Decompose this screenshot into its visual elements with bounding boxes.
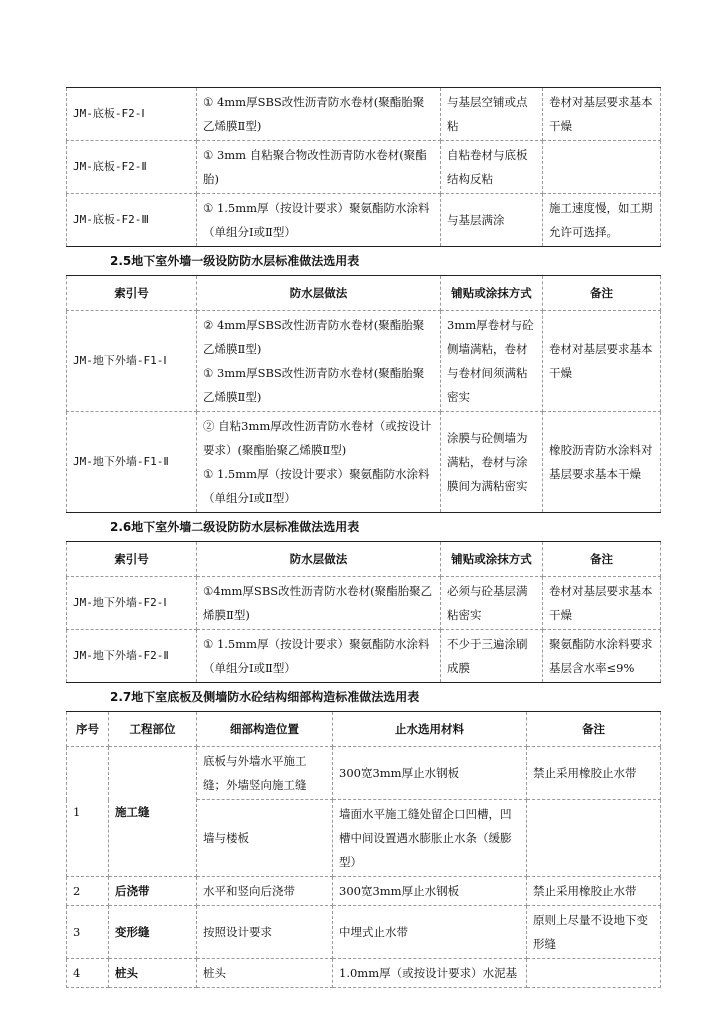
detail-position: 墙与楼板 xyxy=(197,800,333,877)
project-part: 变形缝 xyxy=(109,906,197,959)
table-row xyxy=(67,311,661,412)
table-row xyxy=(67,88,661,141)
laying-method: 不少于三遍涂刷成膜 xyxy=(441,630,543,683)
index-code: JM-底板-F2-Ⅰ xyxy=(67,88,197,141)
table-row xyxy=(67,959,661,988)
table-header-row xyxy=(67,542,661,577)
waterproof-method: ① 1.5mm厚（按设计要求）聚氨酯防水涂料（单组分Ⅰ或Ⅱ型） xyxy=(197,194,441,247)
section-title-2-6: 2.6地下室外墙二级设防防水层标准做法选用表 xyxy=(110,520,360,534)
index-code: JM-底板-F2-Ⅱ xyxy=(67,141,197,194)
method-layer: ② 自粘3mm厚改性沥青防水卷材（或按设计要求）(聚酯胎聚乙烯膜Ⅱ型) xyxy=(203,419,432,457)
table-wall-f2 xyxy=(66,541,661,683)
waterstop-material: 中埋式止水带 xyxy=(333,906,527,959)
laying-method: 与基层满涂 xyxy=(441,194,543,247)
laying-method: 必须与砼基层满粘密实 xyxy=(441,577,543,630)
row-number: 2 xyxy=(67,877,109,906)
waterproof-method: ① 3mm 自粘聚合物改性沥青防水卷材(聚酯胎) xyxy=(197,141,441,194)
remark: 原则上尽量不设地下变形缝 xyxy=(527,906,661,959)
document-page xyxy=(66,78,660,988)
column-header: 备注 xyxy=(543,542,661,577)
remark: 卷材对基层要求基本干燥 xyxy=(543,88,661,141)
laying-method: 自粘卷材与底板结构反粘 xyxy=(441,141,543,194)
remark: 卷材对基层要求基本干燥 xyxy=(543,311,661,412)
remark: 禁止采用橡胶止水带 xyxy=(527,877,661,906)
remark: 施工速度慢，如工期允许可选择。 xyxy=(543,194,661,247)
remark: 橡胶沥青防水涂料对基层要求基本干燥 xyxy=(543,412,661,513)
table-header-row xyxy=(67,276,661,311)
table-row xyxy=(67,906,661,959)
detail-position: 水平和竖向后浇带 xyxy=(197,877,333,906)
column-header: 工程部位 xyxy=(109,712,197,747)
table-row xyxy=(67,194,661,247)
table-row xyxy=(67,412,661,513)
waterproof-method: ① 4mm厚SBS改性沥青防水卷材(聚酯胎聚乙烯膜Ⅱ型) xyxy=(197,88,441,141)
row-number: 4 xyxy=(67,959,109,988)
method-layer: ① 1.5mm厚（按设计要求）聚氨酯防水涂料（单组分Ⅰ或Ⅱ型） xyxy=(203,467,430,505)
column-header: 索引号 xyxy=(67,276,197,311)
detail-position: 按照设计要求 xyxy=(197,906,333,959)
project-part: 桩头 xyxy=(109,959,197,988)
column-header: 铺贴或涂抹方式 xyxy=(441,276,543,311)
table-row xyxy=(67,877,661,906)
section-title-2-7: 2.7地下室底板及侧墙防水砼结构细部构造标准做法选用表 xyxy=(110,690,420,704)
table-floor-f2 xyxy=(66,87,661,247)
index-code: JM-地下外墙-F1-Ⅰ xyxy=(67,311,197,412)
table-row xyxy=(67,630,661,683)
laying-method: 与基层空铺或点粘 xyxy=(441,88,543,141)
table-row xyxy=(67,141,661,194)
method-layer: ② 4mm厚SBS改性沥青防水卷材(聚酯胎聚乙烯膜Ⅱ型) xyxy=(203,318,425,356)
remark: 禁止采用橡胶止水带 xyxy=(527,747,661,800)
table-detail-structure xyxy=(66,711,661,988)
waterstop-material: 300宽3mm厚止水钢板 xyxy=(333,877,527,906)
column-header: 止水选用材料 xyxy=(333,712,527,747)
remark xyxy=(527,800,661,877)
method-layer: ① 3mm厚SBS改性沥青防水卷材(聚酯胎聚乙烯膜Ⅱ型) xyxy=(203,366,425,404)
detail-position: 桩头 xyxy=(197,959,333,988)
remark: 卷材对基层要求基本干燥 xyxy=(543,577,661,630)
column-header: 细部构造位置 xyxy=(197,712,333,747)
column-header: 备注 xyxy=(527,712,661,747)
section-title-2-5: 2.5地下室外墙一级设防防水层标准做法选用表 xyxy=(110,254,360,268)
column-header: 备注 xyxy=(543,276,661,311)
waterstop-material: 墙面水平施工缝处留企口凹槽，凹槽中间设置遇水膨胀止水条（缓膨型） xyxy=(333,800,527,877)
column-header: 防水层做法 xyxy=(197,276,441,311)
detail-position: 底板与外墙水平施工缝；外墙竖向施工缝 xyxy=(197,747,333,800)
remark xyxy=(543,141,661,194)
waterstop-material: 1.0mm厚（或按设计要求）水泥基 xyxy=(333,959,527,988)
column-header: 序号 xyxy=(67,712,109,747)
project-part: 后浇带 xyxy=(109,877,197,906)
table-row xyxy=(67,747,661,800)
column-header: 索引号 xyxy=(67,542,197,577)
row-number: 3 xyxy=(67,906,109,959)
waterproof-method xyxy=(197,412,441,513)
waterstop-material: 300宽3mm厚止水钢板 xyxy=(333,747,527,800)
column-header: 防水层做法 xyxy=(197,542,441,577)
table-row xyxy=(67,577,661,630)
index-code: JM-地下外墙-F1-Ⅱ xyxy=(67,412,197,513)
index-code: JM-底板-F2-Ⅲ xyxy=(67,194,197,247)
table-header-row xyxy=(67,712,661,747)
laying-method: 3mm厚卷材与砼侧墙满粘，卷材与卷材间须满粘密实 xyxy=(441,311,543,412)
index-code: JM-地下外墙-F2-Ⅱ xyxy=(67,630,197,683)
column-header: 铺贴或涂抹方式 xyxy=(441,542,543,577)
waterproof-method xyxy=(197,311,441,412)
waterproof-method: ① 1.5mm厚（按设计要求）聚氨酯防水涂料（单组分Ⅰ或Ⅱ型） xyxy=(197,630,441,683)
laying-method: 涂膜与砼侧墙为满粘，卷材与涂膜间为满粘密实 xyxy=(441,412,543,513)
project-part: 施工缝 xyxy=(109,747,197,877)
index-code: JM-地下外墙-F2-Ⅰ xyxy=(67,577,197,630)
row-number: 1 xyxy=(67,747,109,877)
table-wall-f1 xyxy=(66,275,661,513)
remark xyxy=(527,959,661,988)
waterproof-method: ①4mm厚SBS改性沥青防水卷材(聚酯胎聚乙烯膜Ⅱ型) xyxy=(197,577,441,630)
remark: 聚氨酯防水涂料要求基层含水率≤9% xyxy=(543,630,661,683)
